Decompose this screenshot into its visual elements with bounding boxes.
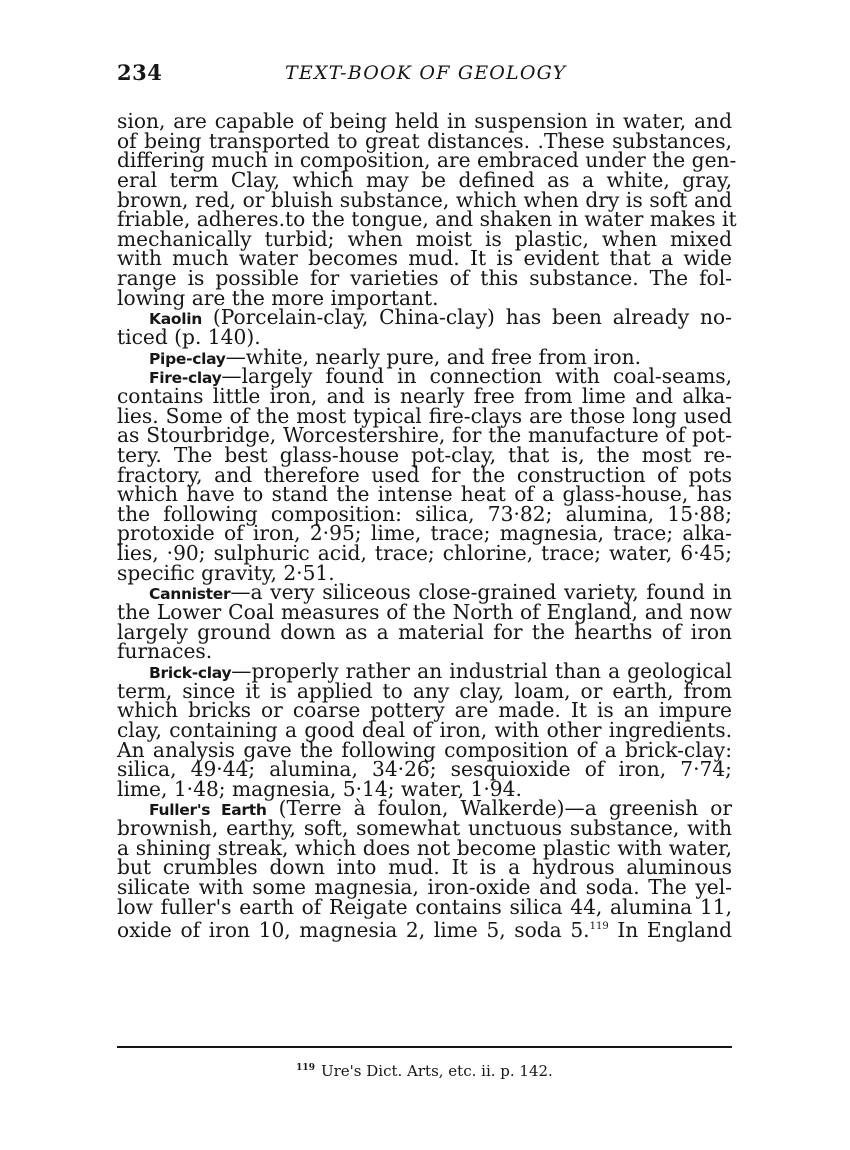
text-line: furnaces. (117, 639, 213, 664)
text-line: friable, adheres.to the tongue, and shaken in water makes it (117, 207, 737, 232)
text-line: range is possible for varieties of this substance. The fol- (117, 266, 732, 291)
entry-term: Fuller's Earth (149, 801, 267, 820)
footnote-rule (117, 1046, 732, 1048)
text-line: Pipe-clay—white, nearly pure, and free from iron. (149, 344, 642, 369)
running-head (117, 60, 732, 92)
footnote-text: Ure's Dict. Arts, etc. ii. p. 142. (320, 1062, 553, 1080)
text-line: tery. The best glass-house pot-clay, that is, the most re- (117, 442, 732, 467)
entry-term: Pipe-clay (149, 349, 226, 368)
entry-fire-clay (117, 364, 732, 585)
entry-term: Fire-clay (149, 369, 222, 388)
entry-term: Kaolin (149, 310, 202, 329)
text-line: Fuller's Earth (Terre à foulon, Walkerde)—a greenish or (149, 796, 732, 821)
body-text (117, 109, 737, 943)
entry-term: Cannister (149, 585, 231, 604)
text-line: contains little iron, and is nearly free from lime and alka- (117, 383, 732, 408)
entry-cannister (117, 580, 732, 664)
text-line: brown, red, or bluish substance, which when dry is soft and (117, 187, 732, 212)
text-line: the following composition: silica, 73·82; alumina, 15·88; (117, 501, 732, 526)
text-line: term, since it is applied to any clay, loam, or earth, from (117, 678, 732, 703)
text-line: the Lower Coal measures of the North of England, and now (117, 600, 732, 625)
text-line: lies, ·90; sulphuric acid, trace; chlorine, trace; water, 6·45; (117, 541, 732, 566)
text-line: mechanically turbid; when moist is plastic, when mixed (117, 226, 732, 251)
entry-term: Brick-clay (149, 663, 232, 682)
text-line: differing much in composition, are embraced under the gen- (117, 148, 737, 173)
text-line: low fuller's earth of Reigate contains silica 44, alumina 11, (117, 894, 732, 919)
text-line: which bricks or coarse pottery are made. It is an impure (117, 698, 732, 723)
text-line: sion, are capable of being held in suspension in water, and (117, 109, 732, 133)
footnote-reference[interactable]: 119 (589, 921, 609, 933)
text-line: ticed (p. 140). (117, 325, 261, 350)
text-line: as Stourbridge, Worcestershire, for the manufacture of pot- (117, 423, 732, 448)
text-line: with much water becomes mud. It is evident that a wide (117, 246, 732, 271)
text-line: An analysis gave the following composition of a brick-clay: (117, 737, 732, 762)
text-line: clay, containing a good deal of iron, with other ingredients. (117, 717, 732, 742)
text-line: silicate with some magnesia, iron-oxide and soda. The yel- (117, 874, 732, 899)
text-line: lies. Some of the most typical fire-clays are those long used (117, 403, 732, 428)
running-title: TEXT-BOOK OF GEOLOGY (285, 62, 567, 84)
intro-paragraph (117, 109, 737, 310)
text-line: specific gravity, 2·51. (117, 560, 335, 585)
text-line: lowing are the more important. (117, 285, 439, 310)
text-line: Fire-clay—largely found in connection with coal-seams, (149, 364, 732, 389)
entry-brick-clay (117, 658, 732, 801)
text-line: of being transported to great distances. .These substances, (117, 128, 732, 153)
page-number: 234 (117, 60, 163, 85)
text-line: oxide of iron 10, magnesia 2, lime 5, soda 5.$^{119}$ In England (117, 918, 732, 943)
text-line: silica, 49·44; alumina, 34·26; sesquioxide of iron, 7·74; (117, 757, 732, 782)
text-line: largely ground down as a material for the hearths of iron (117, 619, 732, 644)
text-line: lime, 1·48; magnesia, 5·14; water, 1·94. (117, 776, 522, 801)
text-line: brownish, earthy, soft, somewhat unctuous substance, with (117, 816, 732, 841)
text-line: a shining streak, which does not become plastic with water, (117, 835, 732, 860)
text-line: Kaolin (Porcelain-clay, China-clay) has been already no- (149, 305, 732, 330)
text-line: eral term Clay, which may be defined as a white, gray, (117, 167, 732, 192)
entry-fullers-earth (117, 796, 732, 943)
text-line: which have to stand the intense heat of a glass-house, has (117, 482, 732, 507)
entry-kaolin (117, 305, 732, 350)
text-line: but crumbles down into mud. It is a hydrous aluminous (117, 855, 732, 880)
footnote (117, 1062, 732, 1080)
text-line: fractory, and therefore used for the construction of pots (117, 462, 732, 487)
text-line: protoxide of iron, 2·95; lime, trace; magnesia, trace; alka- (117, 521, 732, 546)
text-line: Cannister—a very siliceous close-grained variety, found in (149, 580, 732, 605)
footnote-mark: 119 (296, 1063, 315, 1073)
text-line: Brick-clay—properly rather an industrial than a geological (149, 658, 732, 683)
